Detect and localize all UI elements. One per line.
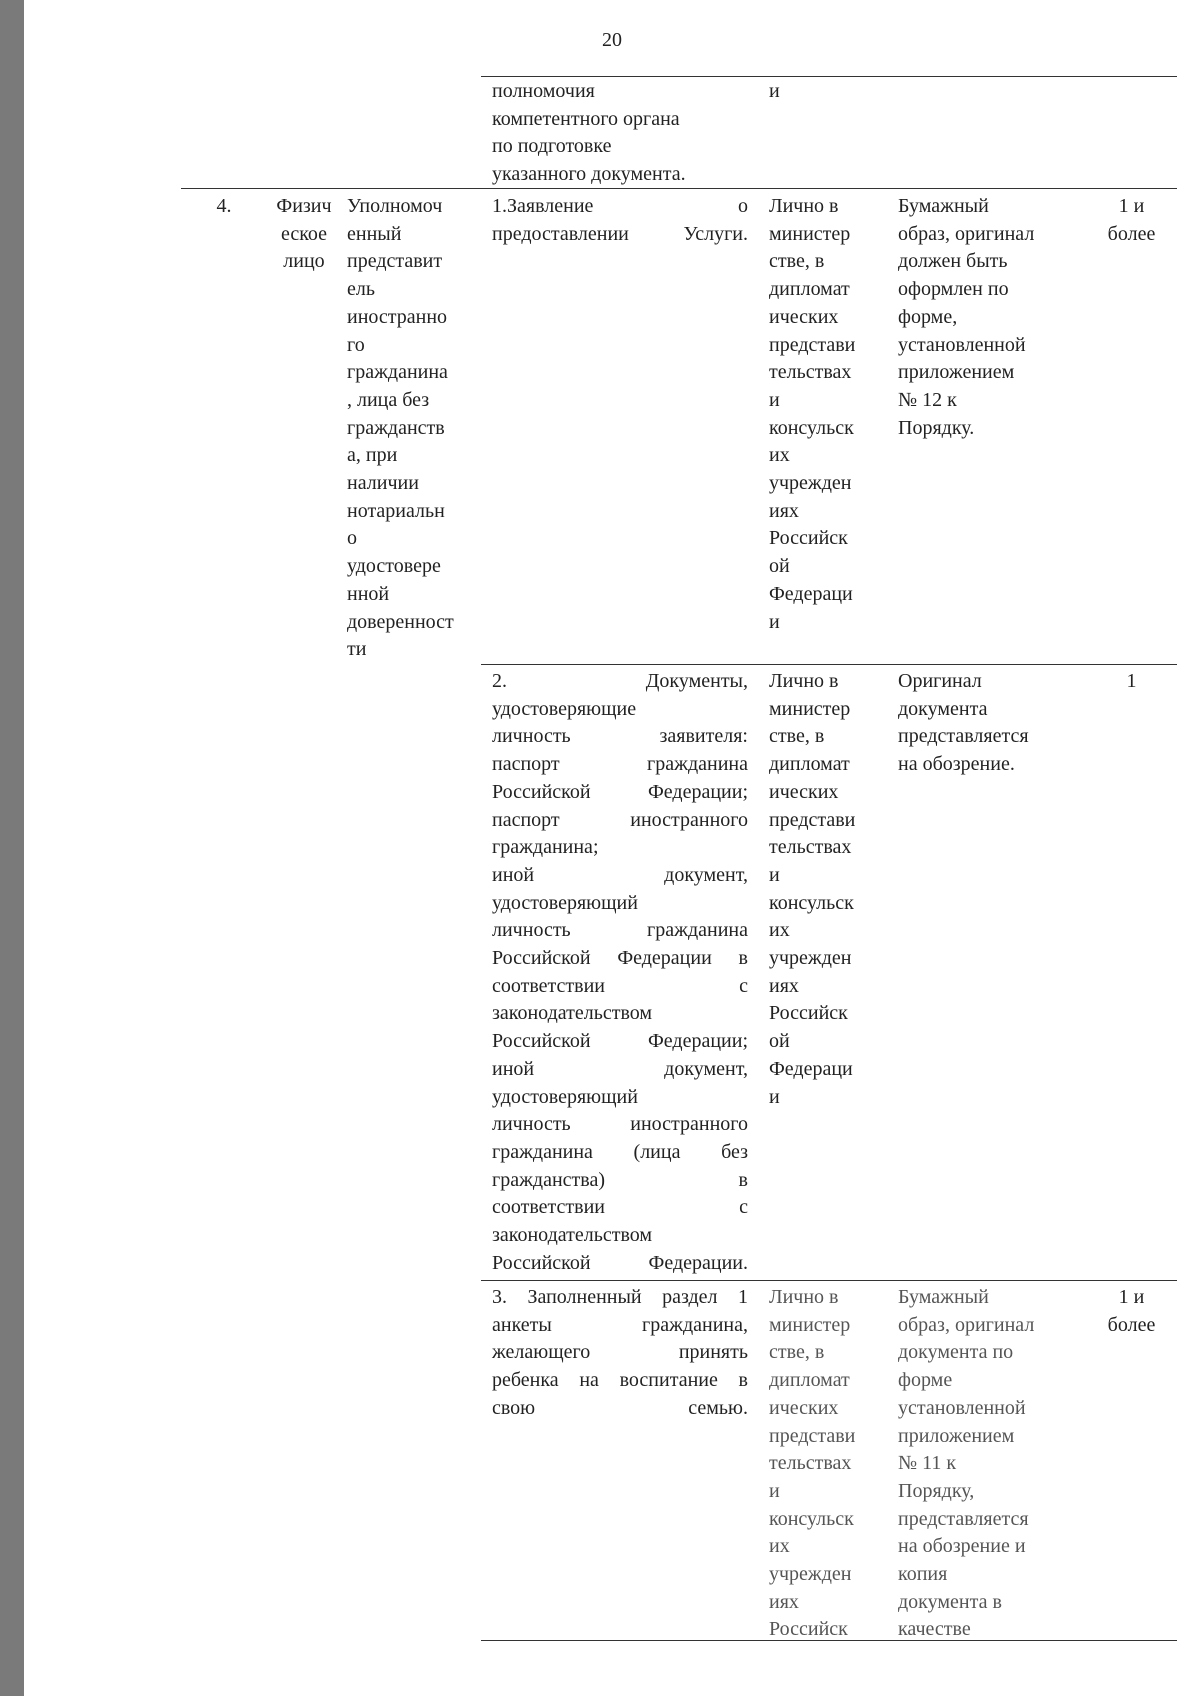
document-page [24, 0, 1200, 1696]
applicant-category: Физич еское лицо [276, 195, 332, 273]
document-1-count: 1 и более [1107, 195, 1156, 245]
document-1-form: Бумажный образ, оригинал должен быть оформлен по форме, установленной приложением № 12 к Порядку. [898, 195, 1035, 439]
document-1-method: Лично в министер стве, в дипломат ических представи тельствах и консульск их учрежден иях Российск ой Федераци и [769, 195, 856, 633]
document-3-method: Лично в министер стве, в дипломат ических представи тельствах и консульск их учрежден иях Российск [769, 1286, 856, 1641]
document-2-count: 1 [1126, 670, 1137, 692]
page-number: 20 [602, 29, 622, 51]
row-number: 4. [216, 195, 232, 217]
document-3-name: 3. Заполненный раздел 1 анкеты гражданина, желающего принять ребенка на воспитание в свою семью. [492, 1286, 748, 1419]
document-2-name: 2. Документы, удостоверяющие личность заявителя: паспорт гражданина Российской Федерации; паспорт иностранного гражданина; иной документ, удостоверяющий личность гражданина Российской Федерации в соответствии с законодательством Российской Федерации; иной документ, удостоверяющий личность иностранного гражданина (лица без гражданства) в соответствии с законодательством Российской Федерации. [492, 670, 748, 1274]
continuation-method-text: и [769, 80, 780, 102]
representative-description: Уполномоч енный представит ель иностранно го гражданина , лица без гражданств а, при наличии нотариальн о удостовере нной доверенност ти [347, 195, 454, 661]
document-2-method: Лично в министер стве, в дипломат ических представи тельствах и консульск их учрежден иях Российск ой Федераци и [769, 670, 856, 1108]
continuation-document-text: полномочия компетентного органа по подготовке указанного документа. [492, 80, 686, 186]
document-3-form: Бумажный образ, оригинал документа по форме установленной приложением № 11 к Порядку, представляется на обозрение и копия документа в качестве [898, 1286, 1035, 1641]
document-2-form: Оригинал документа представляется на обозрение. [898, 670, 1029, 776]
table-rule-top [481, 76, 1177, 77]
table-rule-doc-2 [481, 664, 1177, 665]
document-1-name: 1.Заявление о предоставлении Услуги. [492, 195, 748, 245]
table-rule-doc-3 [481, 1280, 1177, 1281]
document-3-count: 1 и более [1107, 1286, 1156, 1336]
